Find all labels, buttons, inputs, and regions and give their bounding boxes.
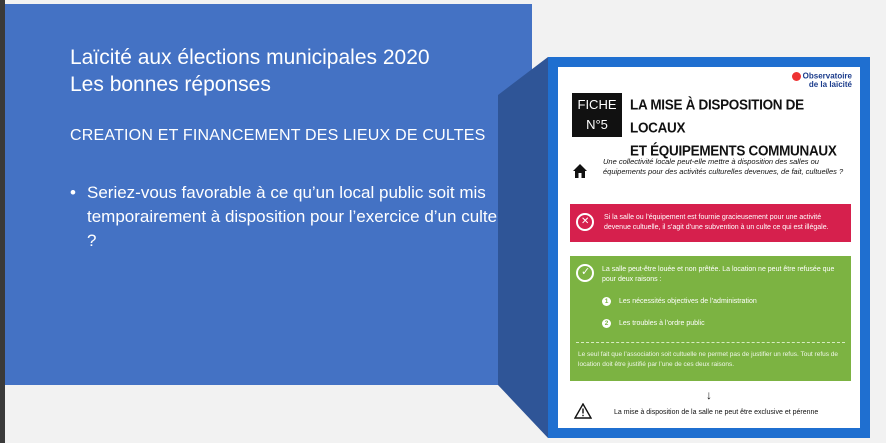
bullet-dot-icon: • <box>70 183 76 202</box>
illegal-text: Si la salle ou l’équipement est fournie gracieusement pour une activité devenue cultuelle, il s’agit d’une subvention à un culte ce qui est illégale. <box>604 214 829 231</box>
fiche-badge <box>572 93 622 137</box>
logo-dot-icon <box>792 72 801 81</box>
allowed-text: La salle peut-être louée et non prêtée. La location ne peut être refusée que pour deux raisons : <box>602 266 835 283</box>
allowed-block <box>570 256 851 381</box>
question-block <box>570 153 850 193</box>
reason-item-2: 2 Les troubles à l’ordre public <box>602 319 705 329</box>
slide-bullet <box>70 181 500 253</box>
fiche-number: N°5 <box>586 117 608 132</box>
illegal-block <box>570 204 851 242</box>
slide-title <box>70 44 430 98</box>
title-panel <box>5 4 532 385</box>
question-text: Une collectivité locale peut-elle mettre à disposition des salles ou équipements pour des activités culturelles devenues, de fait, cultuelles ? <box>603 157 844 176</box>
poster-heading: LA MISE À DISPOSITION DE LOCAUX ET ÉQUIPEMENTS COMMUNAUX <box>630 96 837 159</box>
home-icon <box>572 163 588 179</box>
footer-text: La mise à disposition de la salle ne peut être exclusive et pérenne <box>614 409 819 416</box>
dashed-divider <box>576 342 845 343</box>
slide-subtitle: CREATION ET FINANCEMENT DES LIEUX DE CULTES <box>70 127 486 144</box>
warning-icon <box>574 403 592 419</box>
allowed-footnote: Le seul fait que l’association soit cultuelle ne permet pas de justifier un refus. Tout refus de location doit être justifié par l’une de ces deux raisons. <box>578 351 839 368</box>
reason-item-1: 1 Les nécessités objectives de l’administration <box>602 297 757 307</box>
arrow-down-icon: ↓ <box>706 388 712 402</box>
cross-circle-icon <box>576 213 594 231</box>
slide-title-line1: Laïcité aux élections municipales 2020 <box>70 46 430 69</box>
slide-title-line2: Les bonnes réponses <box>70 73 271 96</box>
number-two-icon: 2 <box>602 319 611 328</box>
bullet-text: Seriez-vous favorable à ce qu’un local public soit mis temporairement à disposition pour l’exercice d’un culte ? <box>87 183 498 250</box>
number-one-icon: 1 <box>602 297 611 306</box>
check-circle-icon <box>576 264 594 282</box>
fiche-label: FICHE <box>577 97 617 112</box>
observatoire-logo: Observatoire de la laïcité <box>792 72 852 89</box>
poster-fiche <box>558 67 860 428</box>
